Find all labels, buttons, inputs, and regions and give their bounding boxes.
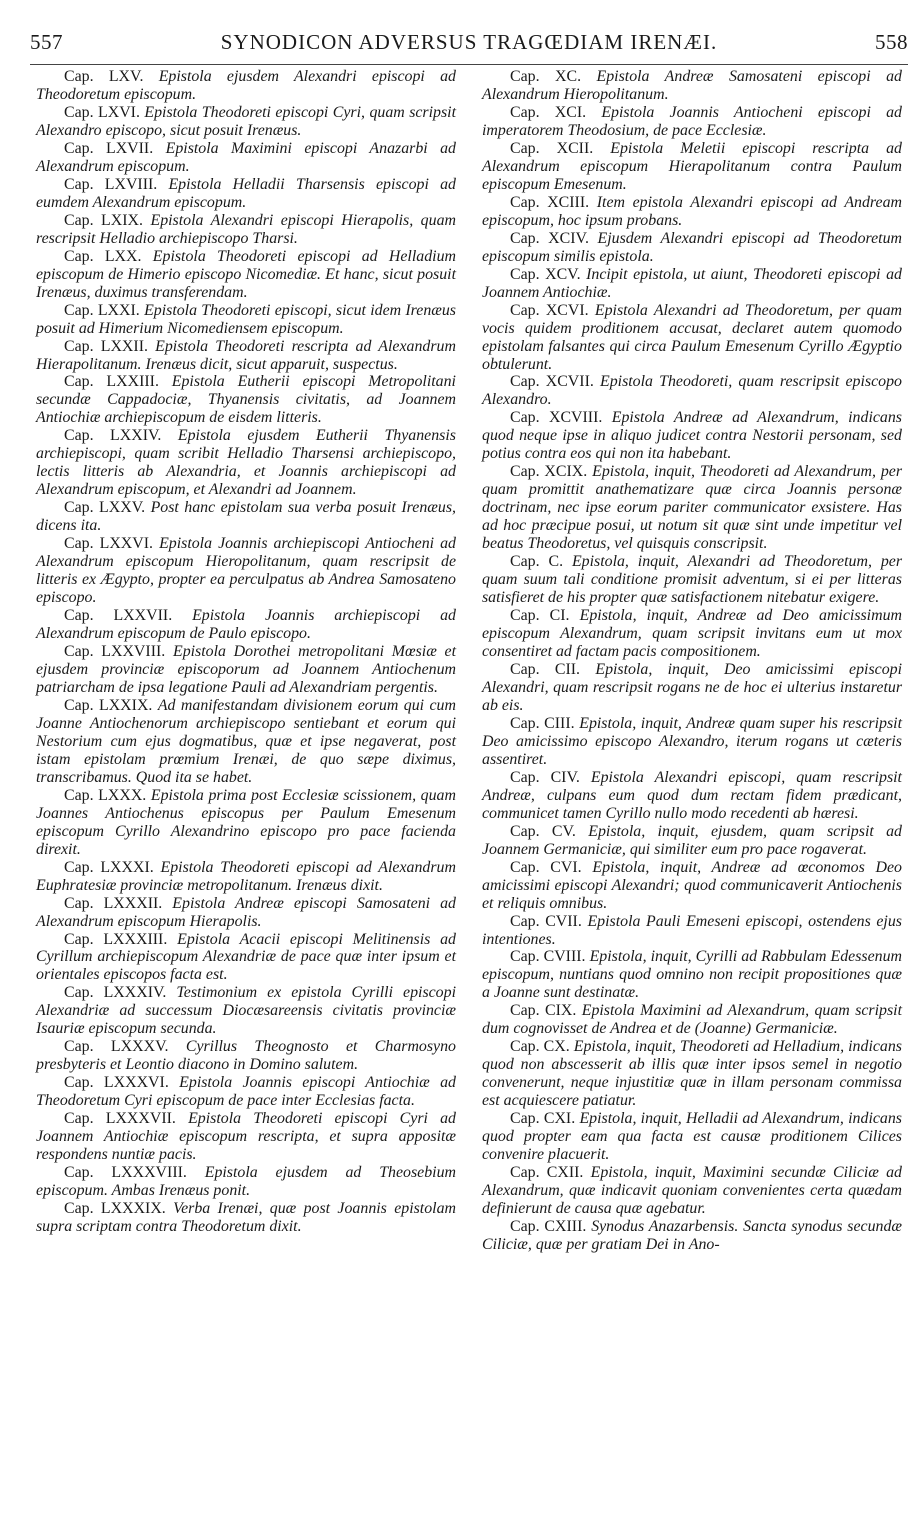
chapter-entry xyxy=(482,409,902,463)
chapter-entry xyxy=(482,140,902,194)
chapter-text: Epistola Dorothei metropolitani Mœsiæ et ejusdem provinciæ episcoporum ad Joannem Antiochenum patriarcham de ipsa legatione Pauli ad Alexandriam pergentis. xyxy=(36,643,456,696)
chapter-entry xyxy=(482,1002,902,1038)
chapter-text: Testimonium ex epistola Cyrilli episcopi Alexandriæ ad successum Diocæsareensis civitatis provinciæ Isauriæ episcopum secunda. xyxy=(36,984,456,1038)
chapter-number: Cap. C. xyxy=(510,553,564,571)
chapter-entry xyxy=(482,1164,902,1218)
chapter-text: Ad manifestandam divisionem eorum qui cum Joanne Antiochenorum archiepiscopo sentiebant et eorum qui Nestorium cum ejus dogmatibus, quæ et ipse negaverat, post istam epistolam prœmium Irenæi, de quo sæpe diximus, transcribamus. Quod ita se habet. xyxy=(36,696,456,786)
chapter-text: Ejusdem Alexandri episcopi ad Theodoretum episcopum similis epistola. xyxy=(482,229,902,265)
chapter-number: Cap. CXIII. xyxy=(510,1218,587,1235)
chapter-text: Epistola Alexandri episcopi Hierapolis, quam rescripsit Helladio archiepiscopo Tharsi. xyxy=(36,211,456,247)
chapter-text: Epistola Joannis Antiocheni episcopi ad imperatorem Theodosium, de pace Ecclesiæ. xyxy=(482,103,902,139)
chapter-number: Cap. LXXXVIII. xyxy=(64,1164,187,1182)
chapter-entry xyxy=(482,823,902,859)
chapter-number: Cap. LXXXIII. xyxy=(64,930,168,948)
chapter-text: Incipit epistola, ut aiunt, Theodoreti episcopi ad Joannem Antiochiæ. xyxy=(482,265,902,301)
chapter-text: Epistola, inquit, Cyrilli ad Rabbulam Edessenum episcopum, nuntians quod omnino non recipit propositiones quæ a Joanne sunt destinatæ. xyxy=(482,948,902,1002)
chapter-number: Cap. LXXVII. xyxy=(64,607,173,625)
chapter-entry xyxy=(36,697,456,787)
chapter-entry xyxy=(36,1038,456,1074)
running-header xyxy=(30,30,908,65)
chapter-entry xyxy=(482,913,902,949)
chapter-entry xyxy=(482,373,902,409)
chapter-number: Cap. XC. xyxy=(510,68,582,85)
chapter-number: Cap. CII. xyxy=(510,660,581,678)
chapter-text: Epistola prima post Ecclesiæ scissionem, quam Joannes Antiochenus episcopus per Paulum Emesenum episcopum Cyrillo Alexandrino episcopo pro pace facienda direxit. xyxy=(36,786,456,858)
chapter-entry xyxy=(482,1110,902,1164)
chapter-entry xyxy=(36,1164,456,1200)
chapter-entry xyxy=(36,373,456,427)
chapter-entry xyxy=(36,931,456,985)
chapter-number: Cap. LXVI. xyxy=(64,103,140,121)
chapter-entry xyxy=(482,553,902,607)
column-gutter xyxy=(463,68,464,1508)
chapter-number: Cap. LXIX. xyxy=(64,211,143,229)
chapter-number: Cap. XCVI. xyxy=(510,301,589,319)
chapter-entry xyxy=(482,266,902,302)
chapter-number: Cap. LXXII. xyxy=(64,337,148,355)
chapter-number: Cap. LXVII. xyxy=(64,139,154,157)
chapter-number: Cap. CXII. xyxy=(510,1164,584,1182)
chapter-text: Epistola ejusdem ad Theosebium episcopum. Ambas Irenæus ponit. xyxy=(36,1164,457,1200)
chapter-entry xyxy=(36,212,456,248)
chapter-text: Epistola Eutherii episcopi Metropolitani secundæ Cappadociæ, Thyanensis civitatis, ad Joannem Antiochiæ archiepiscopum de eisdem litteris. xyxy=(36,373,456,427)
chapter-entry xyxy=(482,1218,902,1254)
chapter-text: Epistola ejusdem Eutherii Thyanensis archiepiscopi, quam scribit Helladio Tharsensi archiepiscopo, lectis litteris ab Alexandria, et Joannis archiepiscopi ad Alexandrum episcopum, et Alexandri ad Joannem. xyxy=(36,427,456,499)
chapter-text: Epistola Theodoreti episcopi Cyri ad Joannem Antiochiæ episcopum rescripta, et supra appositæ respondens nuntiæ pacis. xyxy=(36,1110,456,1164)
chapter-entry xyxy=(482,68,902,104)
chapter-number: Cap. LXXVIII. xyxy=(64,643,166,660)
chapter-entry xyxy=(36,140,456,176)
chapter-number: Cap. CIV. xyxy=(510,768,580,786)
chapter-entry xyxy=(482,769,902,823)
chapter-entry xyxy=(36,248,456,302)
chapter-entry xyxy=(482,607,902,661)
chapter-text: Epistola, inquit, Theodoreti ad Helladium, indicans quod non abscesserit ab illis quæ inter ipsos semel in negotio convenerunt, neque injustitiæ quæ in illam personam commissa est acquiescere patiatur. xyxy=(482,1038,902,1110)
chapter-number: Cap. XCIX. xyxy=(510,463,588,481)
chapter-number: Cap. XCIII. xyxy=(510,193,590,211)
chapter-text: Epistola Joannis archiepiscopi ad Alexandrum episcopum de Paulo episcopo. xyxy=(36,607,456,643)
chapter-entry xyxy=(36,1110,456,1164)
chapter-number: Cap. LXXIII. xyxy=(64,373,159,391)
chapter-text: Epistola, inquit, Deo amicissimi episcopi Alexandri, quam rescripsit rogans ne de hoc ei ulterius instaretur ab eis. xyxy=(482,660,902,714)
chapter-number: Cap. LXXV. xyxy=(64,499,146,517)
chapter-entry xyxy=(482,194,902,230)
chapter-text: Epistola Pauli Emeseni episcopi, ostendens ejus intentiones. xyxy=(482,912,902,948)
chapter-number: Cap. LXXXI. xyxy=(64,858,154,876)
chapter-number: Cap. LXXX. xyxy=(64,786,147,804)
chapter-text: Epistola Andreæ episcopi Samosateni ad Alexandrum episcopum Hierapolis. xyxy=(36,894,456,930)
page-number-left: 557 xyxy=(30,30,63,54)
chapter-number: Cap. CI. xyxy=(510,607,570,625)
chapter-text: Epistola Andreæ Samosateni episcopi ad Alexandrum Hieropolitanum. xyxy=(482,68,902,103)
chapter-number: Cap. LXXXIX. xyxy=(64,1200,166,1218)
chapter-number: Cap. LXXXIV. xyxy=(64,984,167,1002)
chapter-number: Cap. CVI. xyxy=(510,858,582,876)
chapter-entry xyxy=(482,463,902,553)
chapter-number: Cap. LXXIX. xyxy=(64,696,153,714)
chapter-text: Item epistola Alexandri episcopi ad Andream episcopum, hoc ipsum probans. xyxy=(482,193,902,229)
chapter-number: Cap. CIII. xyxy=(510,714,575,732)
chapter-text: Epistola Joannis archiepiscopi Antiocheni ad Alexandrum episcopum Hieropolitanum, quam rescripsit de litteris ex Ægypto, propter ea perculpatus ab Andrea Samosateno episcopo. xyxy=(36,535,456,607)
chapter-text: Epistola, inquit, Helladii ad Alexandrum, indicans quod propter eam qua facta est causæ proditionem Cilices convenire placuerit. xyxy=(482,1110,902,1164)
chapter-entry xyxy=(36,338,456,374)
chapter-entry xyxy=(36,427,456,499)
chapter-text: Epistola Maximini ad Alexandrum, quam scripsit dum cognovisset de Andrea et de (Joanne) Germaniciæ. xyxy=(482,1002,902,1038)
page-number-right: 558 xyxy=(874,30,908,54)
chapter-text: Epistola Acacii episcopi Melitinensis ad Cyrillum archiepiscopum Alexandriæ de pace quæ inter ipsum et orientales episcopos facta est. xyxy=(36,930,456,984)
chapter-entry xyxy=(36,499,456,535)
chapter-number: Cap. LXXXVII. xyxy=(64,1110,176,1128)
chapter-entry xyxy=(482,1038,902,1110)
chapter-number: Cap. XCI. xyxy=(510,103,587,121)
chapter-entry xyxy=(482,715,902,769)
running-title: SYNODICON ADVERSUS TRAGŒDIAM IRENÆI. xyxy=(220,30,718,54)
chapter-entry xyxy=(36,302,456,338)
chapter-text: Synodus Anazarbensis. Sancta synodus secundæ Ciliciæ, quæ per gratiam Dei in Ano- xyxy=(482,1218,902,1253)
chapter-text: Epistola Theodoreti episcopi ad Alexandrum Euphratesiæ provinciæ metropolitanum. Irenæus dixit. xyxy=(36,858,456,894)
chapter-entry xyxy=(482,230,902,266)
chapter-text: Epistola, inquit, Maximini secundæ Ciliciæ ad Alexandrum, quæ indicavit quoniam convenientes certa quædam definierunt de causa quæ agebatur. xyxy=(482,1164,902,1218)
chapter-text: Epistola Maximini episcopi Anazarbi ad Alexandrum episcopum. xyxy=(36,139,456,175)
chapter-number: Cap. LXX. xyxy=(64,247,142,265)
chapter-entry xyxy=(482,859,902,913)
chapter-text: Epistola Meletii episcopi rescripta ad Alexandrum episcopum Hierapolitanum contra Paulum episcopum Emesenum. xyxy=(482,139,902,193)
chapter-text: Epistola Alexandri ad Theodoretum, per quam vocis quidem proditionem accusat, declaret autem quomodo epistolam falsantes qui circa Paulum Emesenum Cyrillo Ægyptio obtulerunt. xyxy=(482,301,902,373)
chapter-text: Epistola, inquit, Alexandri ad Theodoretum, per quam suum tali conditione promisit adventum, si ei per litteras satisfieret de his propter quæ satisfactionem nitebatur exigere. xyxy=(482,553,902,607)
chapter-entry xyxy=(36,643,456,697)
chapter-number: Cap. CX. xyxy=(510,1038,570,1056)
chapter-text: Epistola Theodoreti rescripta ad Alexandrum Hierapolitanum. Irenæus dicit, sicut apparuit, suspectus. xyxy=(36,337,456,373)
chapter-text: Epistola, inquit, ejusdem, quam scripsit ad Joannem Germaniciæ, qui similiter eum pro pace rogaverat. xyxy=(482,822,902,858)
left-column xyxy=(36,68,456,1236)
chapter-text: Epistola, inquit, Andreæ ad Deo amicissimum episcopum Alexandrum, quam scripsit invitans eum ut mox consentiret ad factam pacis compositionem. xyxy=(482,607,902,660)
chapter-number: Cap. LXVIII. xyxy=(64,175,158,193)
right-column xyxy=(482,68,902,1254)
chapter-number: Cap. CXI. xyxy=(510,1110,576,1128)
chapter-number: Cap. XCVIII. xyxy=(510,409,603,427)
chapter-entry xyxy=(36,68,456,104)
chapter-entry xyxy=(482,104,902,140)
chapter-text: Epistola Theodoreti, quam rescripsit episcopo Alexandro. xyxy=(482,373,902,409)
chapter-text: Epistola ejusdem Alexandri episcopi ad Theodoretum episcopum. xyxy=(36,68,456,103)
chapter-text: Epistola Theodoreti episcopi ad Helladium episcopum de Himerio episcopo Nicomediæ. Et hanc, sicut posuit Irenæus, duximus transferendam. xyxy=(36,247,456,301)
chapter-entry xyxy=(36,984,456,1038)
chapter-number: Cap. LXV. xyxy=(64,68,144,85)
chapter-number: Cap. CIX. xyxy=(510,1002,577,1020)
chapter-text: Epistola Andreæ ad Alexandrum, indicans quod neque ipse in aliquo judicet contra Nestorii personam, sed potius contra eos qui non ita habebant. xyxy=(482,409,902,463)
chapter-number: Cap. CVIII. xyxy=(510,948,586,966)
chapter-entry xyxy=(36,787,456,859)
chapter-text: Epistola, inquit, Theodoreti ad Alexandrum, per quam promittit anathematizare quæ circa Joannis personæ doctrinam, nec ipse eorum pariter communicator exsistere. Has ad hoc præcipue posui, ut notum sit quæ sint unde impetitur vel beatus Theodoretus, vel quisquis conscripsit. xyxy=(482,463,903,553)
chapter-entry xyxy=(36,1074,456,1110)
chapter-entry xyxy=(482,302,902,374)
chapter-entry xyxy=(36,607,456,643)
chapter-text: Post hanc epistolam sua verba posuit Irenæus, dicens ita. xyxy=(36,499,456,535)
chapter-number: Cap. LXXVI. xyxy=(64,535,154,553)
chapter-number: Cap. CV. xyxy=(510,822,576,840)
chapter-text: Epistola, inquit, Andreæ quam super his rescripsit Deo amicissimo episcopo Alexandro, iterum rogans ut cæteris assentiret. xyxy=(482,714,902,768)
chapter-text: Epistola Joannis episcopi Antiochiæ ad Theodoretum Cyri episcopum de pace inter Ecclesias facta. xyxy=(36,1074,456,1110)
chapter-number: Cap. XCV. xyxy=(510,265,581,283)
chapter-entry xyxy=(36,104,456,140)
chapter-number: Cap. XCIV. xyxy=(510,229,589,247)
chapter-text: Epistola Helladii Tharsensis episcopi ad eumdem Alexandrum episcopum. xyxy=(36,175,456,211)
chapter-entry xyxy=(36,895,456,931)
chapter-number: Cap. XCVII. xyxy=(510,373,594,391)
chapter-entry xyxy=(36,1200,456,1236)
chapter-number: Cap. LXXI. xyxy=(64,301,140,319)
chapter-text: Verba Irenæi, quæ post Joannis epistolam supra scriptam contra Theodoretum dixit. xyxy=(36,1200,456,1235)
chapter-entry xyxy=(36,859,456,895)
chapter-entry xyxy=(36,176,456,212)
chapter-text: Epistola Theodoreti episcopi, sicut idem Irenæus posuit ad Himerium Nicomediensem episcopum. xyxy=(36,301,456,337)
chapter-entry xyxy=(482,661,902,715)
chapter-entry xyxy=(482,948,902,1002)
chapter-number: Cap. CVII. xyxy=(510,912,582,930)
chapter-number: Cap. LXXXVI. xyxy=(64,1074,169,1092)
chapter-text: Epistola Theodoreti episcopi Cyri, quam scripsit Alexandro episcopo, sicut posuit Irenæus. xyxy=(36,103,456,139)
chapter-number: Cap. XCII. xyxy=(510,139,594,157)
chapter-number: Cap. LXXXV. xyxy=(64,1038,169,1056)
chapter-number: Cap. LXXXII. xyxy=(64,894,163,912)
chapter-text: Epistola Alexandri episcopi, quam rescripsit Andreæ, culpans eum quod dum rectam fidem prædicant, communicet tamen Cyrillo nullo modo recedenti ab hæresi. xyxy=(482,768,902,822)
chapter-number: Cap. LXXIV. xyxy=(64,427,162,445)
chapter-text: Epistola, inquit, Andreæ ad œconomos Deo amicissimi episcopi Alexandri; quod communicaverit Antiochenis et reliquis omnibus. xyxy=(482,858,902,912)
chapter-entry xyxy=(36,535,456,607)
chapter-text: Cyrillus Theognosto et Charmosyno presbyteris et Leontio diacono in Domino salutem. xyxy=(36,1038,456,1074)
